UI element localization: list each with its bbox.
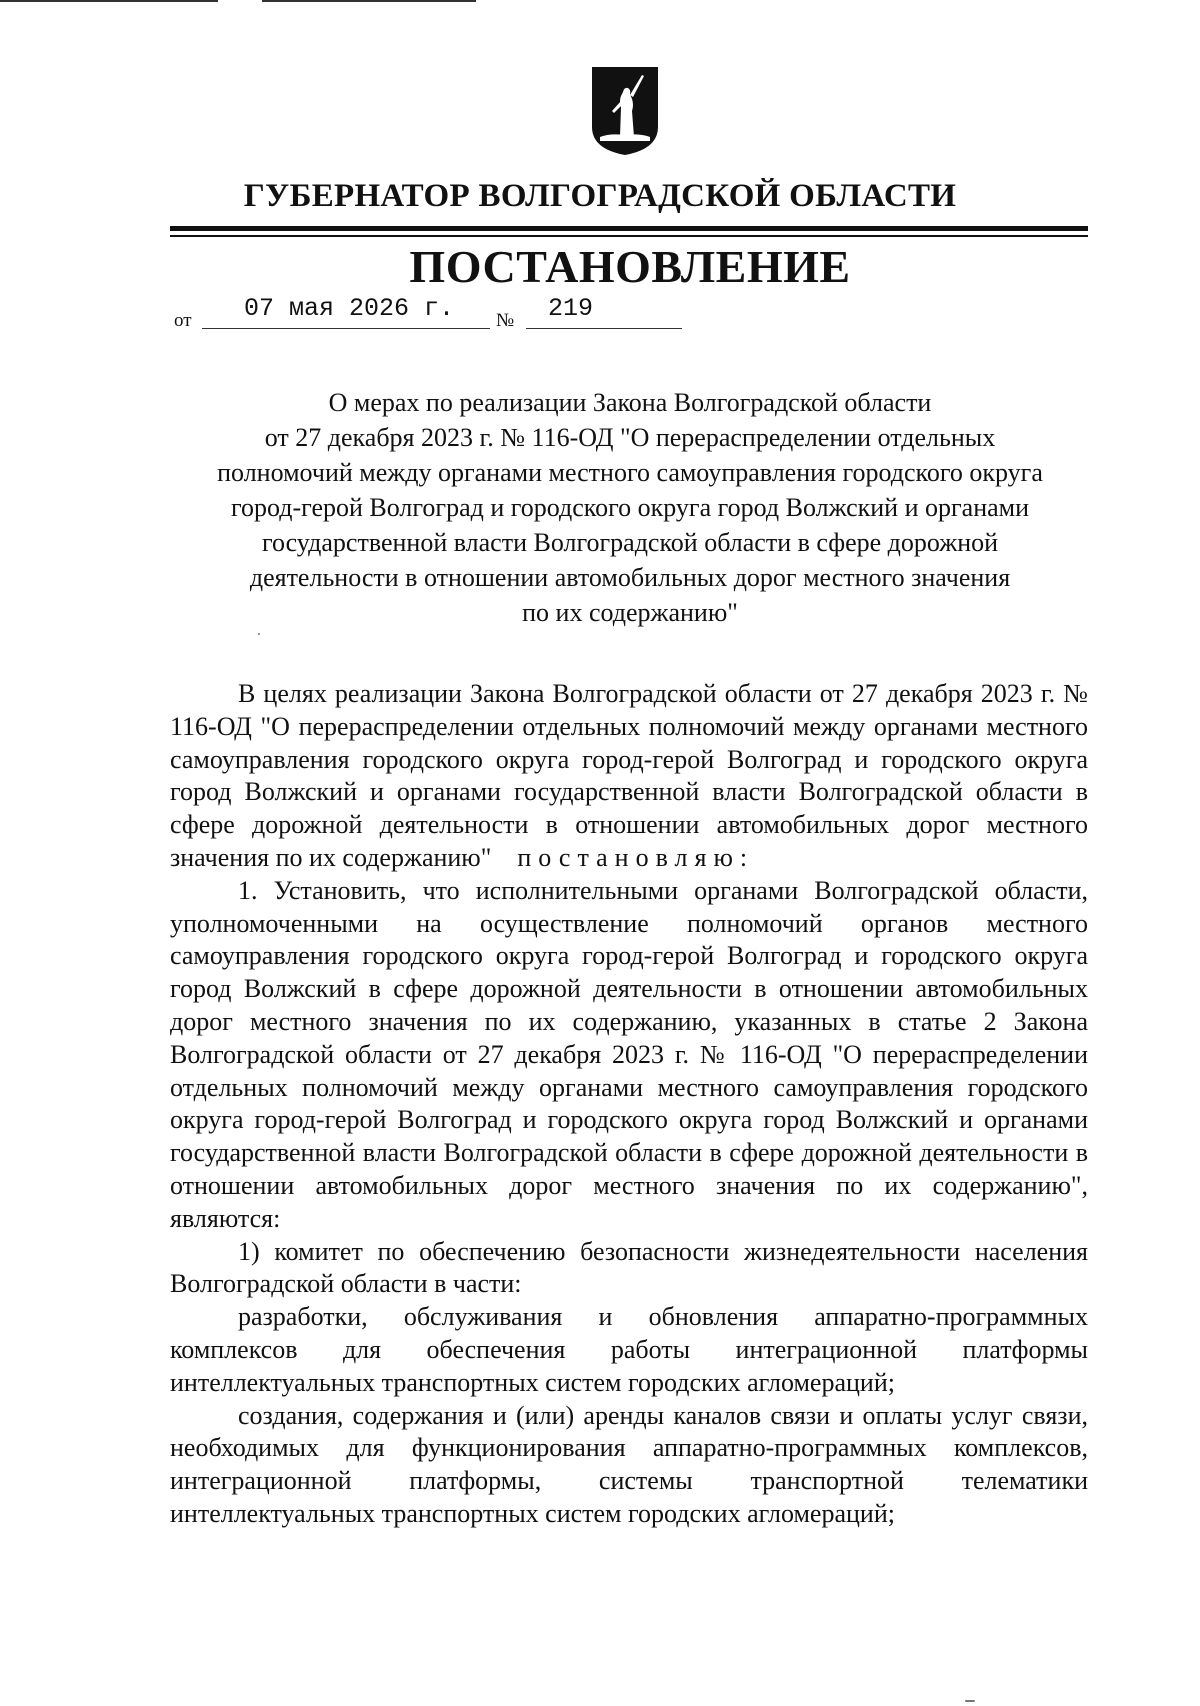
title-line: полномочий между органами местного самоуправления городского округа bbox=[217, 458, 1043, 487]
header-rule-thick bbox=[170, 226, 1088, 231]
scan-edge-line bbox=[0, 0, 218, 2]
preamble-text: В целях реализации Закона Волгоградской области от 27 декабря 2023 г. № 116-ОД "О перераспределении отдельных полномочий между органами местного самоуправления городского округа город-герой Волгоград и городского округа город Волжский и органами государственной власти Волгоградской области в сфере дорожной деятельности в отношении автомобильных дорог местного значения по их содержанию" bbox=[170, 679, 1088, 872]
document-meta bbox=[170, 292, 690, 332]
date-label: от bbox=[174, 310, 192, 331]
title-line: город-герой Волгоград и городского округа город Волжский и органами bbox=[230, 493, 1030, 522]
document-title bbox=[150, 385, 1110, 630]
body-paragraph: создания, содержания и (или) аренды каналов связи и оплаты услуг связи, необходимых для функционирования аппаратно-программных комплексов, интеграционной платформы, системы транспортной телематики интеллектуальных транспортных систем городских агломераций; bbox=[170, 1400, 1088, 1528]
body-paragraph: 1) комитет по обеспечению безопасности жизнедеятельности населения Волгоградской области в части: bbox=[170, 1236, 1088, 1299]
document-number: 219 bbox=[548, 294, 594, 323]
title-line: по их содержанию" bbox=[522, 598, 738, 627]
document-type: ПОСТАНОВЛЕНИЕ bbox=[409, 241, 851, 292]
number-label: № bbox=[496, 310, 515, 331]
coat-of-arms-emblem bbox=[590, 65, 660, 157]
title-line: государственной власти Волгоградской области в сфере дорожной bbox=[261, 528, 999, 557]
number-underline bbox=[526, 328, 682, 329]
document-body bbox=[170, 678, 1088, 1531]
title-line: О мерах по реализации Закона Волгоградской области bbox=[328, 388, 932, 417]
body-paragraph: 1. Установить, что исполнительными органами Волгоградской области, уполномоченными на осуществление полномочий органов местного самоуправления городского округа город-герой Волгоград и городского округа город Волжский в сфере дорожной деятельности в отношении автомобильных дорог местного значения по их содержанию, указанных в статье 2 Закона Волгоградской области от 27 декабря 2023 г. № 116-ОД "О перераспределении отдельных полномочий между органами местного самоуправления городского округа город-герой Волгоград и городского округа город Волжский и органами государственной власти Волгоградской области в сфере дорожной деятельности в отношении автомобильных дорог местного значения по их содержанию", являются: bbox=[170, 875, 1088, 1233]
title-line: деятельности в отношении автомобильных дорог местного значения bbox=[249, 563, 1011, 592]
header-rule-thin bbox=[170, 235, 1088, 237]
scan-speck bbox=[965, 1700, 975, 1702]
body-paragraph: разработки, обслуживания и обновления аппаратно-программных комплексов для обеспечения работы интеграционной платформы интеллектуальных транспортных систем городских агломераций; bbox=[170, 1302, 1088, 1397]
scan-speck bbox=[258, 633, 260, 635]
issuing-authority: ГУБЕРНАТОР ВОЛГОГРАДСКОЙ ОБЛАСТИ bbox=[243, 178, 957, 214]
date-underline bbox=[202, 328, 490, 329]
scan-edge-line bbox=[262, 0, 476, 2]
preamble-paragraph bbox=[170, 678, 1088, 875]
document-date: 07 мая 2026 г. bbox=[244, 294, 455, 323]
title-line: от 27 декабря 2023 г. № 116-ОД "О перераспределении отдельных bbox=[264, 423, 996, 452]
resolve-word: постановляю: bbox=[517, 842, 755, 872]
